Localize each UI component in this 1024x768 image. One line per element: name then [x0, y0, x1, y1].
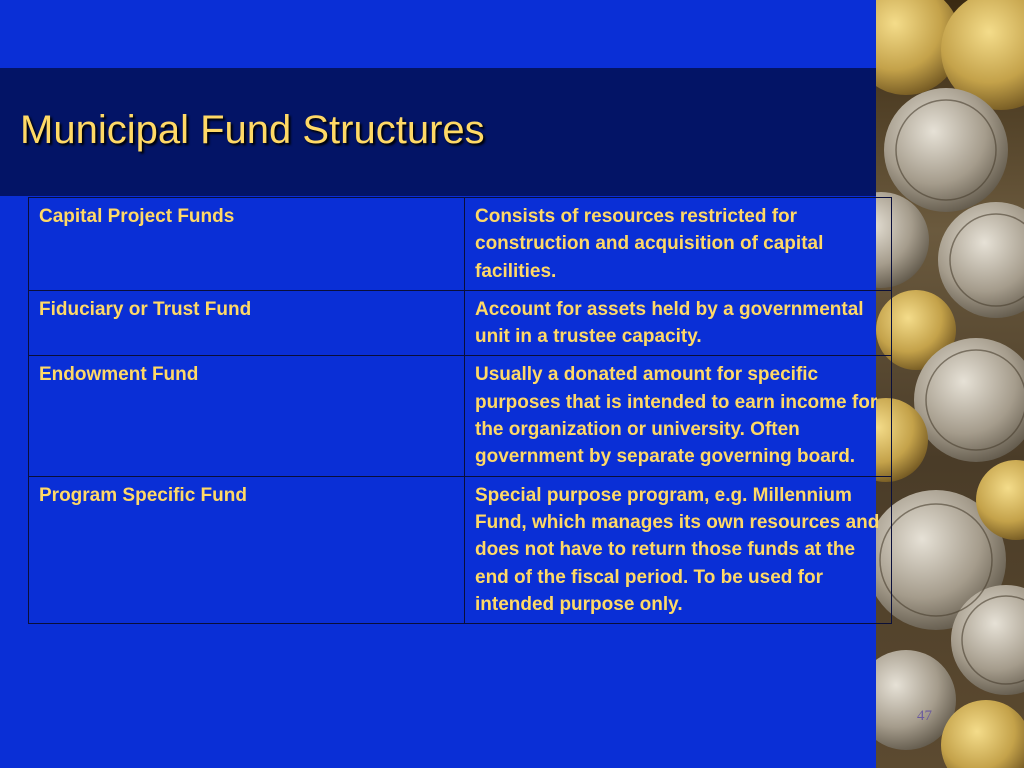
slide-title: Municipal Fund Structures: [20, 108, 485, 152]
page-number: 47: [917, 708, 932, 724]
fund-name-cell: Program Specific Fund: [29, 476, 465, 623]
fund-name-cell: Fiduciary or Trust Fund: [29, 290, 465, 356]
table-row: [29, 198, 892, 291]
fund-description-cell: Special purpose program, e.g. Millennium Fund, which manages its own resources and does not have to return those funds at the end of the fiscal period. To be used for intended purpose only.: [465, 476, 892, 623]
table-row: [29, 290, 892, 356]
fund-description-cell: Consists of resources restricted for construction and acquisition of capital facilities.: [465, 198, 892, 291]
fund-name-cell: Capital Project Funds: [29, 198, 465, 291]
fund-description-cell: Usually a donated amount for specific purposes that is intended to earn income for the organization or university. Often government by separate governing board.: [465, 356, 892, 476]
table-row: [29, 356, 892, 476]
fund-description-cell: Account for assets held by a governmental unit in a trustee capacity.: [465, 290, 892, 356]
fund-table: [28, 197, 892, 624]
coins-image: [876, 0, 1024, 768]
coins-graphic: [876, 0, 1024, 768]
fund-name-cell: Endowment Fund: [29, 356, 465, 476]
table-row: [29, 476, 892, 623]
